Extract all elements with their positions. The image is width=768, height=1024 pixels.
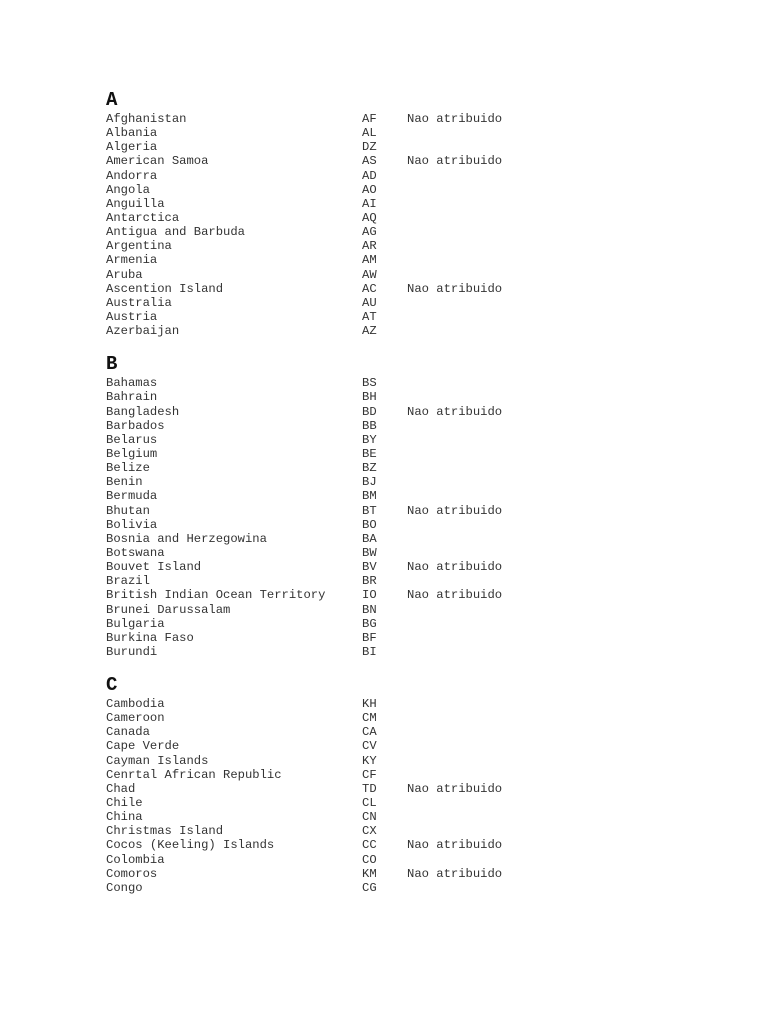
country-note (407, 310, 607, 324)
country-name: Bangladesh (106, 404, 180, 419)
country-code: BS (362, 376, 377, 391)
country-note: Nao atribuido (407, 112, 503, 126)
country-name: Antigua and Barbuda (106, 225, 245, 240)
country-note (407, 518, 607, 532)
country-row (106, 754, 706, 768)
country-code: AG (362, 225, 377, 240)
country-row (106, 867, 706, 881)
country-code: CX (362, 824, 377, 839)
country-name: Afghanistan (106, 112, 187, 126)
country-code: BR (362, 574, 377, 589)
country-name: Bhutan (106, 503, 150, 518)
country-row (106, 838, 706, 852)
country-note (407, 645, 607, 659)
country-code: CN (362, 810, 377, 825)
country-name: Albania (106, 126, 158, 141)
country-note (407, 754, 607, 768)
country-code: DZ (362, 140, 377, 155)
country-note (407, 197, 607, 211)
country-row (106, 574, 706, 588)
country-code: BN (362, 602, 377, 617)
country-code: CA (362, 725, 377, 740)
country-code: CO (362, 852, 377, 867)
country-code: AU (362, 295, 377, 310)
country-code: BF (362, 630, 377, 645)
country-code: IO (362, 588, 377, 603)
section-heading: B (106, 353, 118, 376)
country-code: BH (362, 390, 377, 405)
country-row (106, 518, 706, 532)
country-note (407, 617, 607, 631)
country-code: BI (362, 644, 377, 659)
country-code: BY (362, 432, 377, 447)
country-name: Austria (106, 309, 158, 324)
country-row (106, 324, 706, 338)
country-note (407, 169, 607, 183)
country-name: Bouvet Island (106, 560, 202, 575)
country-row (106, 183, 706, 197)
country-row (106, 617, 706, 631)
country-name: Cenrtal African Republic (106, 767, 282, 782)
country-note (407, 390, 607, 404)
country-name: Armenia (106, 253, 158, 268)
sections-container (106, 88, 706, 895)
country-name: Cocos (Keeling) Islands (106, 838, 275, 853)
country-code: CG (362, 880, 377, 895)
country-row (106, 810, 706, 824)
country-note: Nao atribuido (407, 560, 503, 575)
country-row (106, 489, 706, 503)
country-row (106, 447, 706, 461)
country-row (106, 169, 706, 183)
country-note (407, 253, 607, 267)
country-name: Bulgaria (106, 616, 165, 631)
country-row (106, 504, 706, 518)
country-code: KH (362, 697, 377, 712)
country-code: AM (362, 253, 377, 268)
country-name: Chad (106, 781, 136, 796)
country-note: Nao atribuido (407, 404, 503, 419)
country-row (106, 782, 706, 796)
country-row (106, 739, 706, 753)
country-code: CC (362, 838, 377, 853)
country-note (407, 140, 607, 154)
country-note (407, 419, 607, 433)
country-name: Brazil (106, 574, 150, 589)
country-note (407, 768, 607, 782)
country-code: AQ (362, 210, 377, 225)
country-code: AS (362, 154, 377, 169)
country-row (106, 725, 706, 739)
country-row (106, 824, 706, 838)
country-code: KY (362, 753, 377, 768)
section-c (106, 673, 706, 895)
country-note (407, 225, 607, 239)
country-code: AZ (362, 324, 377, 339)
country-row (106, 253, 706, 267)
country-row (106, 532, 706, 546)
country-note (407, 739, 607, 753)
country-row (106, 881, 706, 895)
country-row (106, 390, 706, 404)
country-name: Algeria (106, 140, 158, 155)
country-row (106, 126, 706, 140)
country-name: Benin (106, 475, 143, 490)
country-note (407, 810, 607, 824)
country-note (407, 376, 607, 390)
country-code: TD (362, 781, 377, 796)
country-note (407, 239, 607, 253)
country-row (106, 433, 706, 447)
country-code: BM (362, 489, 377, 504)
country-code: BV (362, 560, 377, 575)
country-code: AR (362, 239, 377, 254)
country-code: BO (362, 517, 377, 532)
country-code: BW (362, 545, 377, 560)
country-row (106, 225, 706, 239)
country-row (106, 461, 706, 475)
country-row (106, 282, 706, 296)
country-note (407, 824, 607, 838)
country-name: Cambodia (106, 697, 165, 712)
section-heading: C (106, 674, 118, 697)
country-note (407, 296, 607, 310)
country-name: Christmas Island (106, 824, 224, 839)
country-name: Canada (106, 725, 150, 740)
country-name: Andorra (106, 168, 158, 183)
country-note (407, 447, 607, 461)
country-name: Barbados (106, 418, 165, 433)
country-row (106, 296, 706, 310)
country-note (407, 796, 607, 810)
country-row (106, 697, 706, 711)
country-row (106, 645, 706, 659)
country-note (407, 711, 607, 725)
country-note: Nao atribuido (407, 503, 503, 518)
country-row (106, 796, 706, 810)
country-note: Nao atribuido (407, 866, 503, 881)
country-note: Nao atribuido (407, 838, 503, 853)
country-note (407, 725, 607, 739)
country-row (106, 546, 706, 560)
country-code: AO (362, 182, 377, 197)
country-row (106, 588, 706, 602)
country-name: Belize (106, 461, 150, 476)
country-row (106, 631, 706, 645)
country-code: BT (362, 503, 377, 518)
country-name: Argentina (106, 239, 172, 254)
country-name: Cameroon (106, 711, 165, 726)
country-note (407, 546, 607, 560)
country-name: Colombia (106, 852, 165, 867)
country-row (106, 112, 706, 126)
country-code: AW (362, 267, 377, 282)
country-row (106, 310, 706, 324)
country-row (106, 405, 706, 419)
country-name: Bahrain (106, 390, 158, 405)
country-name: Chile (106, 796, 143, 811)
country-note (407, 475, 607, 489)
country-note (407, 853, 607, 867)
country-name: Cape Verde (106, 739, 180, 754)
country-code: BE (362, 446, 377, 461)
country-row (106, 211, 706, 225)
country-name: American Samoa (106, 154, 209, 169)
country-code: BB (362, 418, 377, 433)
country-code: AI (362, 196, 377, 211)
country-code: CF (362, 767, 377, 782)
country-note: Nao atribuido (407, 588, 503, 603)
country-row (106, 197, 706, 211)
country-name: Angola (106, 182, 150, 197)
country-code: KM (362, 866, 377, 881)
country-code: BG (362, 616, 377, 631)
country-code: CM (362, 711, 377, 726)
country-name: Congo (106, 880, 143, 895)
section-b (106, 352, 706, 659)
country-note (407, 211, 607, 225)
country-note (407, 631, 607, 645)
country-code: CV (362, 739, 377, 754)
country-name: Bermuda (106, 489, 158, 504)
country-row (106, 154, 706, 168)
section-a (106, 88, 706, 338)
section-heading: A (106, 89, 118, 111)
country-name: Belgium (106, 446, 158, 461)
country-name: Cayman Islands (106, 753, 209, 768)
country-code: BZ (362, 461, 377, 476)
country-code: BA (362, 531, 377, 546)
country-row (106, 603, 706, 617)
country-name: Brunei Darussalam (106, 602, 231, 617)
country-name: Burundi (106, 644, 158, 659)
country-note: Nao atribuido (407, 281, 503, 296)
country-row (106, 560, 706, 574)
country-note: Nao atribuido (407, 154, 503, 169)
country-note (407, 532, 607, 546)
country-name: Anguilla (106, 196, 165, 211)
country-note (407, 126, 607, 140)
country-code: BD (362, 404, 377, 419)
country-name: Comoros (106, 866, 158, 881)
country-row (106, 419, 706, 433)
country-note (407, 324, 607, 338)
country-name: Antarctica (106, 210, 180, 225)
country-note (407, 433, 607, 447)
country-name: Bolivia (106, 517, 158, 532)
country-row (106, 711, 706, 725)
country-code: CL (362, 796, 377, 811)
country-code-list (106, 88, 706, 909)
country-code: AL (362, 126, 377, 141)
country-name: Botswana (106, 545, 165, 560)
country-name: Belarus (106, 432, 158, 447)
country-name: China (106, 810, 143, 825)
country-name: Burkina Faso (106, 630, 194, 645)
country-code: AC (362, 281, 377, 296)
country-note (407, 183, 607, 197)
country-code: AT (362, 309, 377, 324)
country-code: AD (362, 168, 377, 183)
country-note (407, 489, 607, 503)
country-note (407, 603, 607, 617)
country-name: Azerbaijan (106, 324, 180, 339)
country-row (106, 853, 706, 867)
country-name: Ascention Island (106, 281, 224, 296)
country-note (407, 268, 607, 282)
country-row (106, 376, 706, 390)
country-row (106, 768, 706, 782)
country-name: Bahamas (106, 376, 158, 391)
country-name: Australia (106, 295, 172, 310)
country-row (106, 140, 706, 154)
country-row (106, 268, 706, 282)
country-name: British Indian Ocean Territory (106, 588, 326, 603)
country-code: AF (362, 112, 377, 126)
country-note: Nao atribuido (407, 781, 503, 796)
country-row (106, 475, 706, 489)
country-row (106, 239, 706, 253)
country-name: Aruba (106, 267, 143, 282)
country-note (407, 697, 607, 711)
country-name: Bosnia and Herzegowina (106, 531, 267, 546)
country-code: BJ (362, 475, 377, 490)
country-note (407, 574, 607, 588)
country-note (407, 881, 607, 895)
country-note (407, 461, 607, 475)
